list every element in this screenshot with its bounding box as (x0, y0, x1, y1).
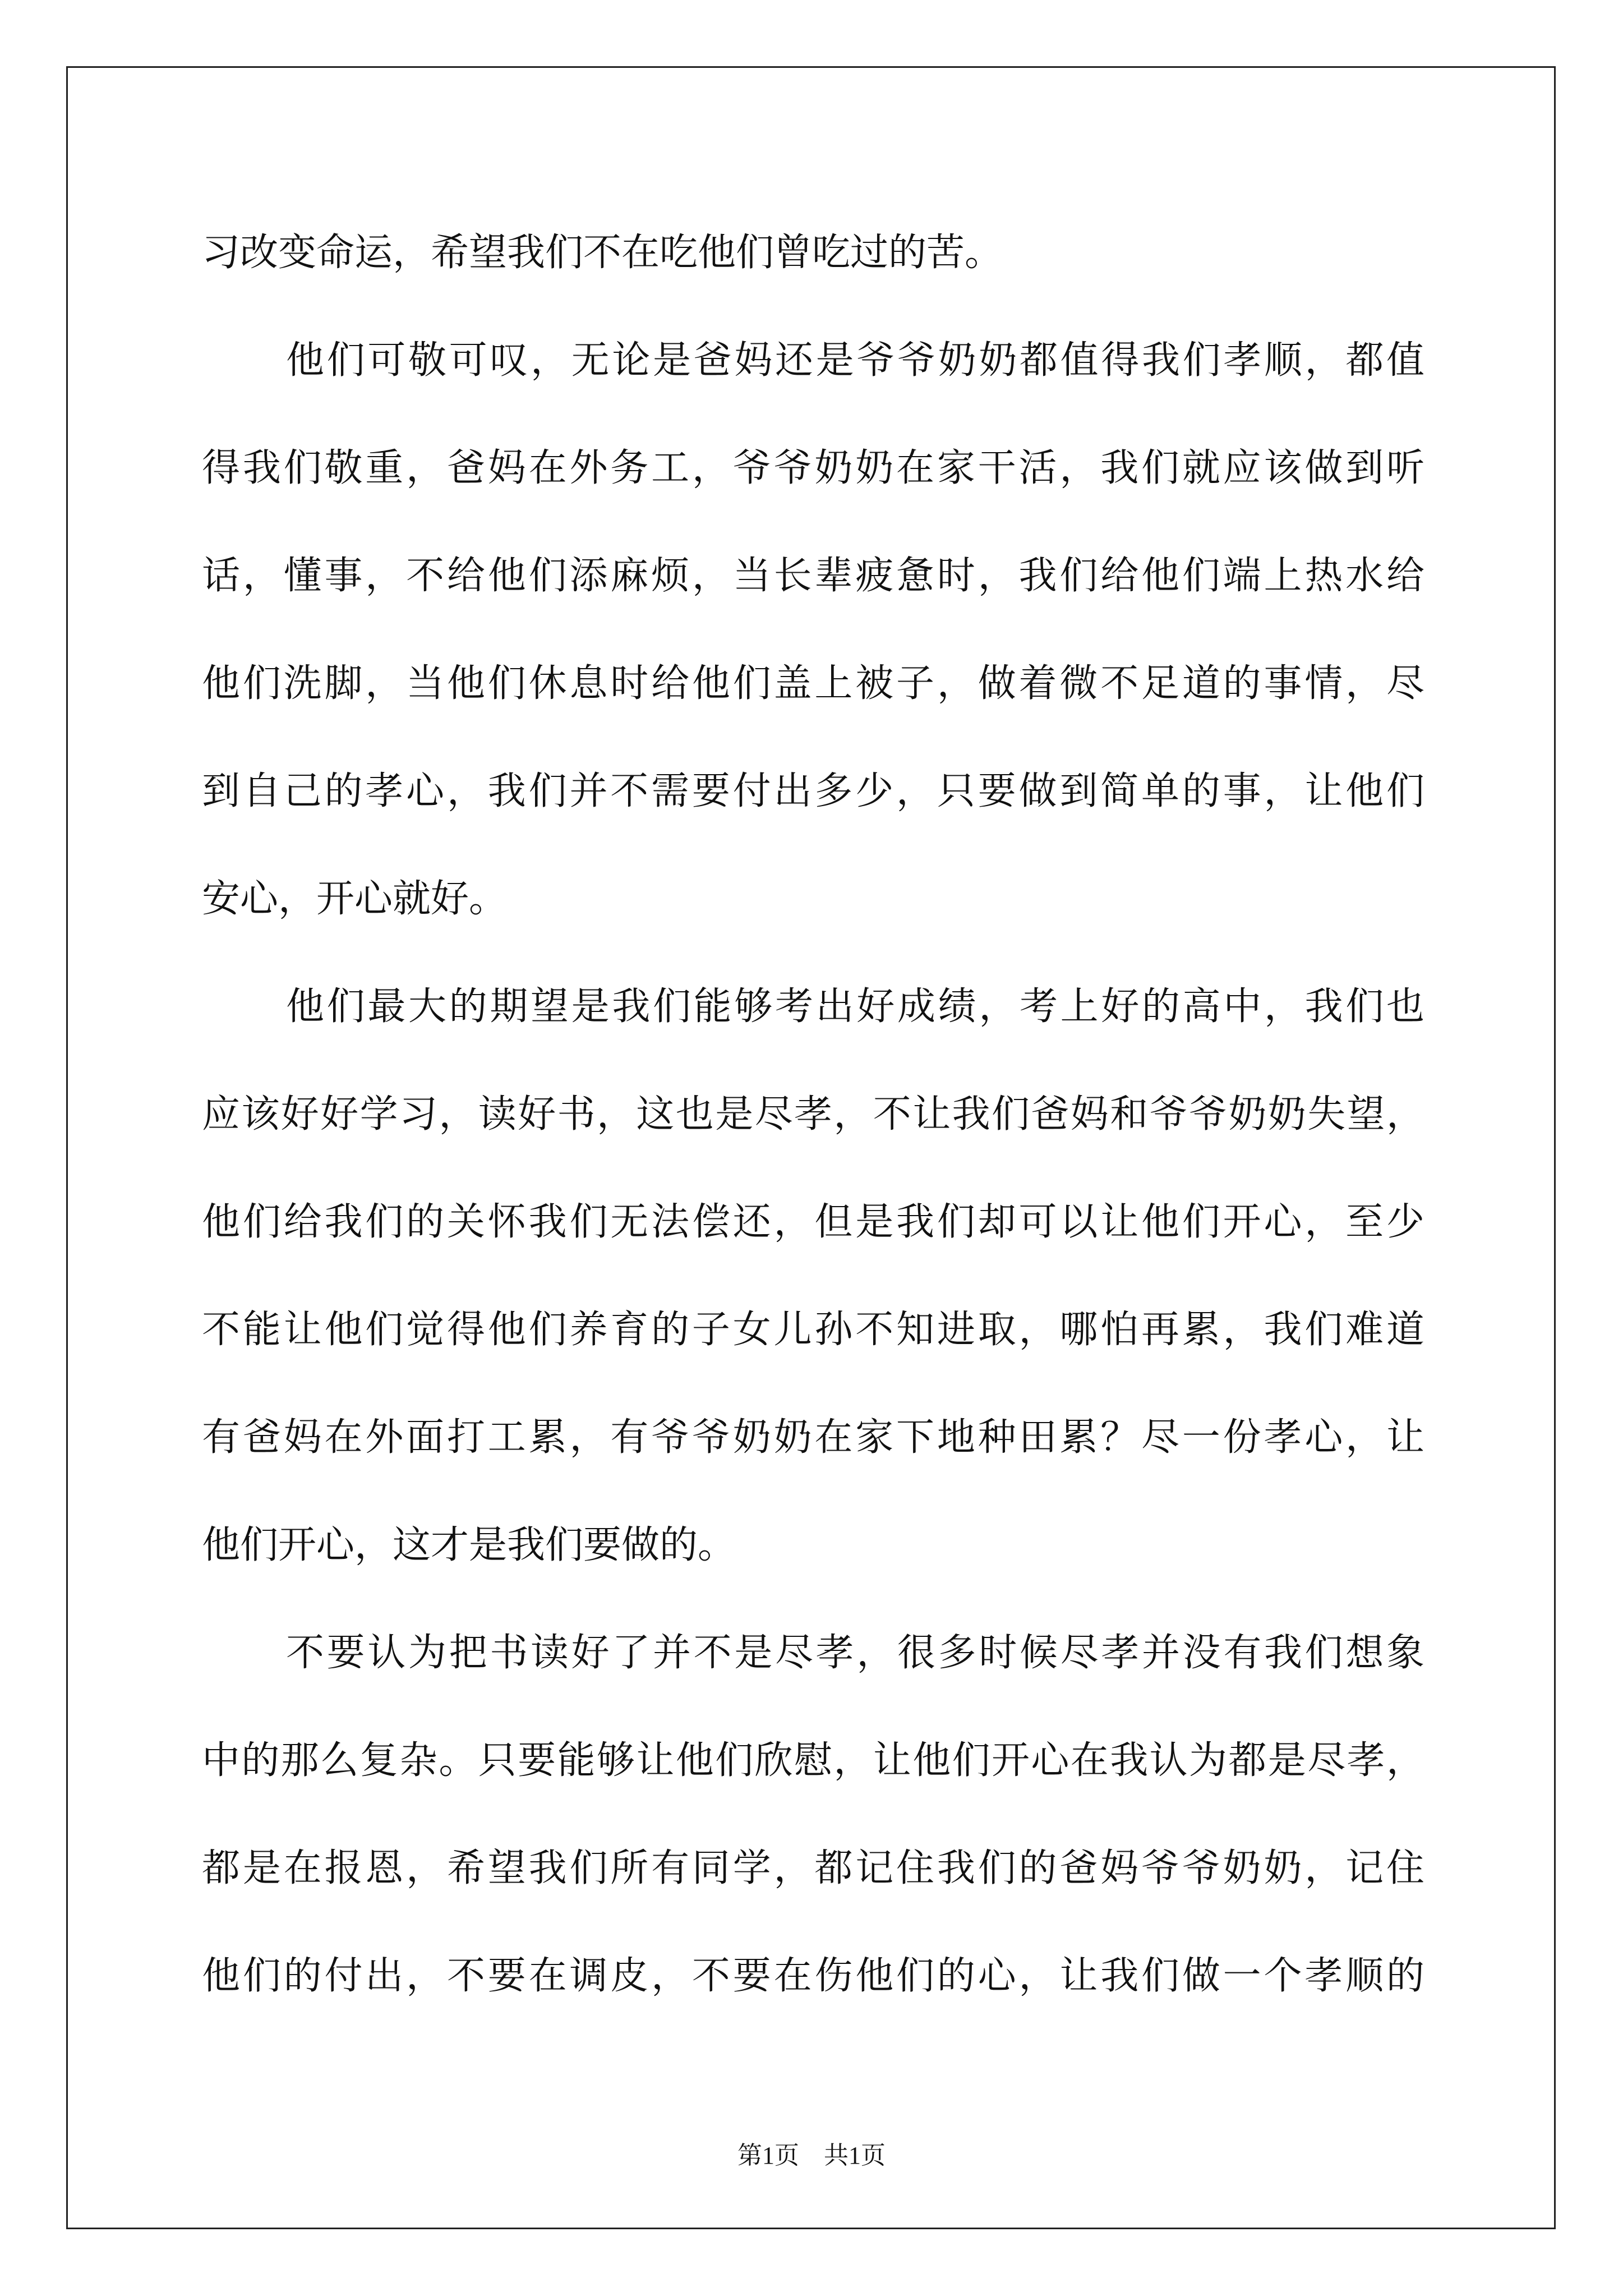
text-line: 安心，开心就好。 (202, 877, 508, 921)
text-line: 有爸妈在外面打工累，有爷爷奶奶在家下地种田累？尽一份孝心，让 (202, 1415, 1424, 1460)
document-body (202, 199, 1424, 2030)
text-line: 他们洗脚，当他们休息时给他们盖上被子，做着微不足道的事情，尽 (202, 661, 1424, 706)
text-line: 得我们敬重，爸妈在外务工，爷爷奶奶在家干活，我们就应该做到听 (202, 446, 1424, 490)
text-line: 他们的付出，不要在调皮，不要在伤他们的心，让我们做一个孝顺的 (202, 1954, 1424, 1998)
text-line: 习改变命运，希望我们不在吃他们曾吃过的苦。 (202, 231, 1003, 275)
text-line: 不要认为把书读好了并不是尽孝，很多时候尽孝并没有我们想象 (286, 1631, 1424, 1675)
text-line: 到自己的孝心，我们并不需要付出多少，只要做到简单的事，让他们 (202, 769, 1424, 813)
text-line: 中的那么复杂。只要能够让他们欣慰，让他们开心在我认为都是尽孝， (202, 1738, 1424, 1783)
text-line: 他们可敬可叹，无论是爸妈还是爷爷奶奶都值得我们孝顺，都值 (286, 338, 1424, 383)
text-line: 应该好好学习，读好书，这也是尽孝，不让我们爸妈和爷爷奶奶失望， (202, 1092, 1424, 1137)
text-line: 都是在报恩，希望我们所有同学，都记住我们的爸妈爷爷奶奶，记住 (202, 1846, 1424, 1890)
text-line: 话，懂事，不给他们添麻烦，当长辈疲惫时，我们给他们端上热水给 (202, 554, 1424, 598)
text-line: 他们给我们的关怀我们无法偿还，但是我们却可以让他们开心，至少 (202, 1200, 1424, 1244)
text-line: 他们开心，这才是我们要做的。 (202, 1523, 736, 1567)
text-line: 不能让他们觉得他们养育的子女儿孙不知进取，哪怕再累，我们难道 (202, 1308, 1424, 1352)
page-footer: 第1页 共1页 (737, 2142, 886, 2169)
text-line: 他们最大的期望是我们能够考出好成绩，考上好的高中，我们也 (286, 984, 1424, 1029)
